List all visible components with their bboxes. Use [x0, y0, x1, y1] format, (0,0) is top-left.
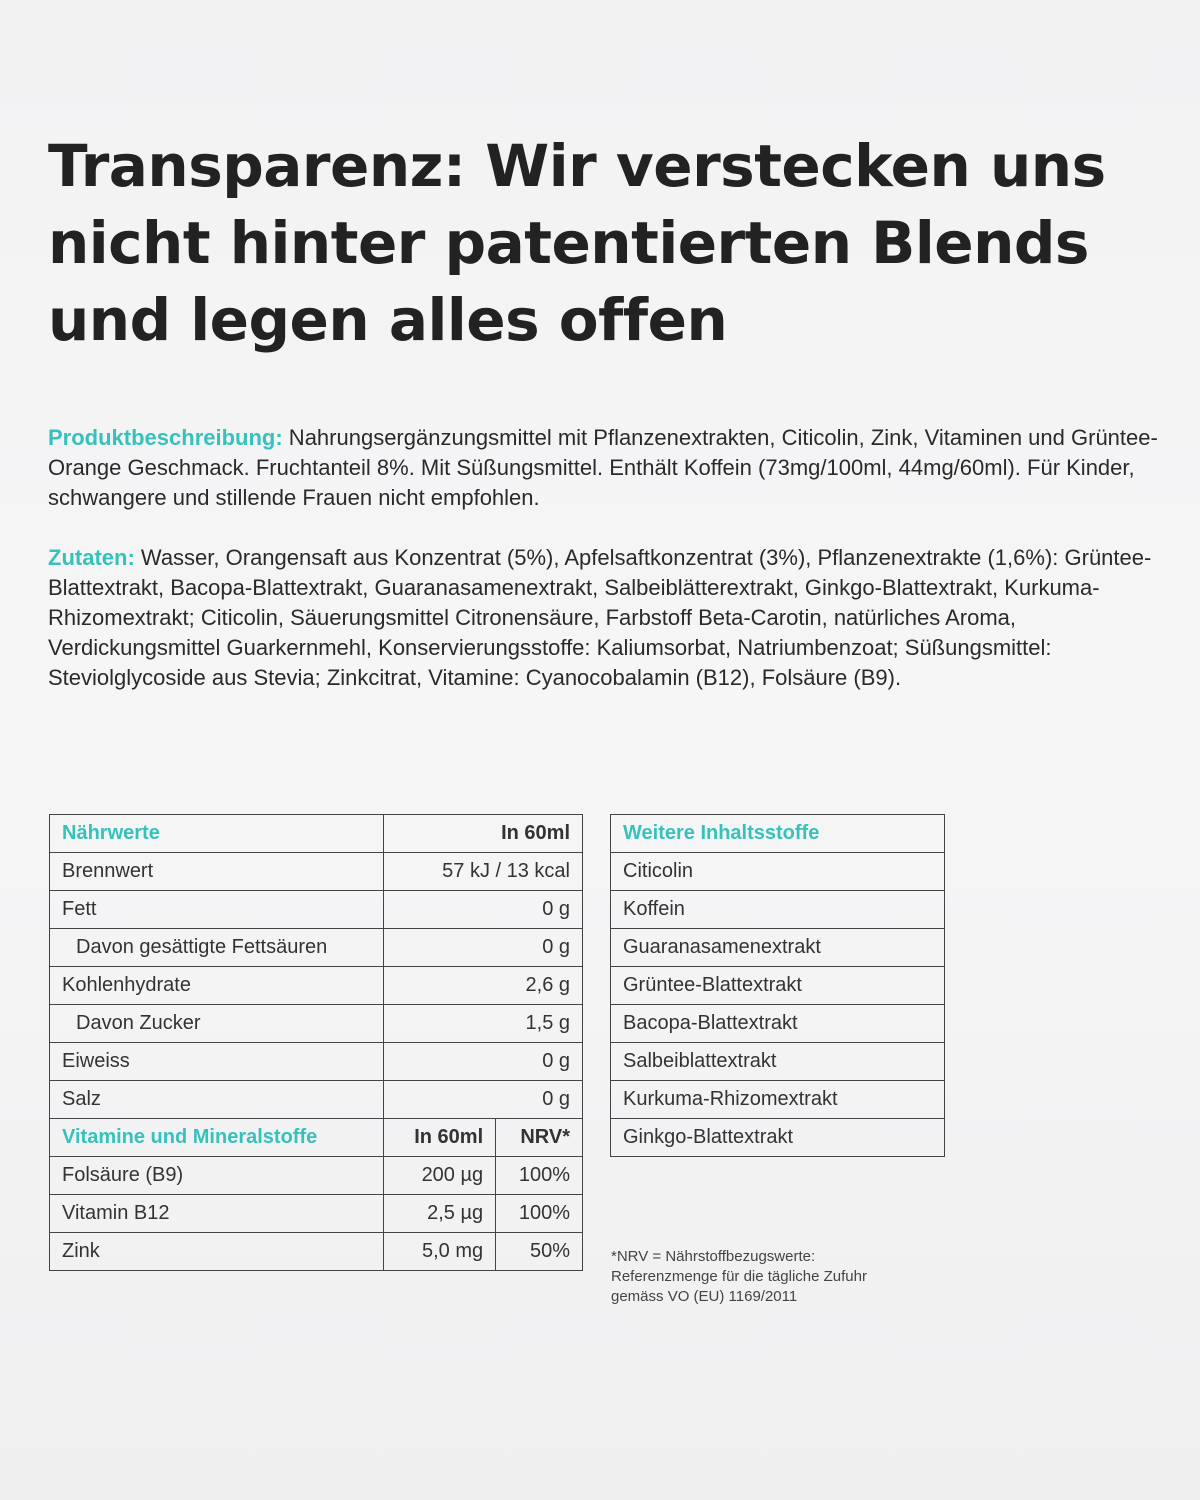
product-description-text: Nahrungsergänzungsmittel mit Pflanzenextrakten, Citicolin, Zink, Vitaminen und Grüntee-Orange Geschmack. Fruchtanteil 8%. Mit Süßungsmittel. Enthält Koffein (73mg/100ml, 44mg/60ml). Für Kinder, schwangere und stillende Frauen nicht empfohlen.: [48, 425, 1158, 510]
vitamin-label: Vitamin B12: [50, 1195, 384, 1233]
vitamins-nrv-header: NRV*: [496, 1119, 583, 1157]
extra-item: Guaranasamenextrakt: [611, 929, 945, 967]
table-row: [50, 1195, 583, 1233]
table-row: [50, 967, 583, 1005]
table-row: [611, 1005, 945, 1043]
extra-item: Grüntee-Blattextrakt: [611, 967, 945, 1005]
nutrition-value: 0 g: [384, 929, 583, 967]
extra-item: Bacopa-Blattextrakt: [611, 1005, 945, 1043]
nutrition-label: Brennwert: [50, 853, 384, 891]
product-description-label: Produktbeschreibung:: [48, 425, 283, 450]
vitamin-label: Zink: [50, 1233, 384, 1271]
extra-header: Weitere Inhaltsstoffe: [611, 815, 945, 853]
nutrition-label: Fett: [50, 891, 384, 929]
vitamin-value: 5,0 mg: [384, 1233, 496, 1271]
table-row: [50, 1119, 583, 1157]
nutrition-table: [49, 814, 583, 1271]
nutrition-value: 57 kJ / 13 kcal: [384, 853, 583, 891]
footnote-line: *NRV = Nährstoffbezugswerte:: [611, 1248, 816, 1265]
table-row: [611, 815, 945, 853]
table-row: [50, 853, 583, 891]
table-row: [611, 1119, 945, 1157]
table-row: [50, 1043, 583, 1081]
nutrition-col-header: In 60ml: [384, 815, 583, 853]
extra-item: Kurkuma-Rhizomextrakt: [611, 1081, 945, 1119]
nutrition-value: 0 g: [384, 1043, 583, 1081]
ingredients-label: Zutaten:: [48, 545, 135, 570]
nutrition-label: Eiweiss: [50, 1043, 384, 1081]
product-description: [48, 423, 1168, 513]
table-row: [611, 1081, 945, 1119]
headline-line-2: nicht hinter patentierten Blends: [48, 209, 1089, 277]
extra-item: Citicolin: [611, 853, 945, 891]
vitamins-col-header: In 60ml: [384, 1119, 496, 1157]
extra-item: Ginkgo-Blattextrakt: [611, 1119, 945, 1157]
nutrition-value: 1,5 g: [384, 1005, 583, 1043]
vitamin-label: Folsäure (B9): [50, 1157, 384, 1195]
page-title: [48, 128, 1158, 359]
table-row: [611, 929, 945, 967]
headline-line-1: Transparenz: Wir verstecken uns: [48, 132, 1106, 200]
vitamin-value: 2,5 µg: [384, 1195, 496, 1233]
vitamin-nrv: 100%: [496, 1195, 583, 1233]
nutrition-label: Davon gesättigte Fettsäuren: [50, 929, 384, 967]
extra-item: Salbeiblattextrakt: [611, 1043, 945, 1081]
table-row: [611, 891, 945, 929]
nutrition-label: Davon Zucker: [50, 1005, 384, 1043]
ingredients: [48, 543, 1168, 693]
table-row: [50, 929, 583, 967]
nutrition-label: Kohlenhydrate: [50, 967, 384, 1005]
table-row: [611, 853, 945, 891]
nutrition-label: Salz: [50, 1081, 384, 1119]
ingredients-text: Wasser, Orangensaft aus Konzentrat (5%), Apfelsaftkonzentrat (3%), Pflanzenextrakte (1,6%): Grüntee-Blattextrakt, Bacopa-Blattextrakt, Guaranasamenextrakt, Salbeiblätterextrakt, Ginkgo-Blattextrakt, Kurkuma-Rhizomextrakt; Citicolin, Säuerungsmittel Citronensäure, Farbstoff Beta-Carotin, natürliches Aroma, Verdickungsmittel Guarkernmehl, Konservierungsstoffe: Kaliumsorbat, Natriumbenzoat; Süßungsmittel: Steviolglycoside aus Stevia; Zinkcitrat, Vitamine: Cyanocobalamin (B12), Folsäure (B9).: [48, 545, 1152, 690]
vitamin-nrv: 100%: [496, 1157, 583, 1195]
table-row: [50, 891, 583, 929]
extra-ingredients-table: [610, 814, 945, 1157]
headline-line-3: und legen alles offen: [48, 286, 728, 354]
nutrition-value: 0 g: [384, 1081, 583, 1119]
nutrition-value: 2,6 g: [384, 967, 583, 1005]
vitamin-nrv: 50%: [496, 1233, 583, 1271]
table-row: [50, 1157, 583, 1195]
table-row: [611, 967, 945, 1005]
table-row: [50, 1005, 583, 1043]
extra-item: Koffein: [611, 891, 945, 929]
nutrition-header: Nährwerte: [50, 815, 384, 853]
vitamins-header: Vitamine und Mineralstoffe: [50, 1119, 384, 1157]
vitamin-value: 200 µg: [384, 1157, 496, 1195]
table-row: [611, 1043, 945, 1081]
footnote-line: gemäss VO (EU) 1169/2011: [611, 1288, 798, 1305]
table-row: [50, 1233, 583, 1271]
table-row: [50, 815, 583, 853]
nrv-footnote: [611, 1247, 911, 1307]
nutrition-value: 0 g: [384, 891, 583, 929]
footnote-line: Referenzmenge für die tägliche Zufuhr: [611, 1268, 867, 1285]
table-row: [50, 1081, 583, 1119]
